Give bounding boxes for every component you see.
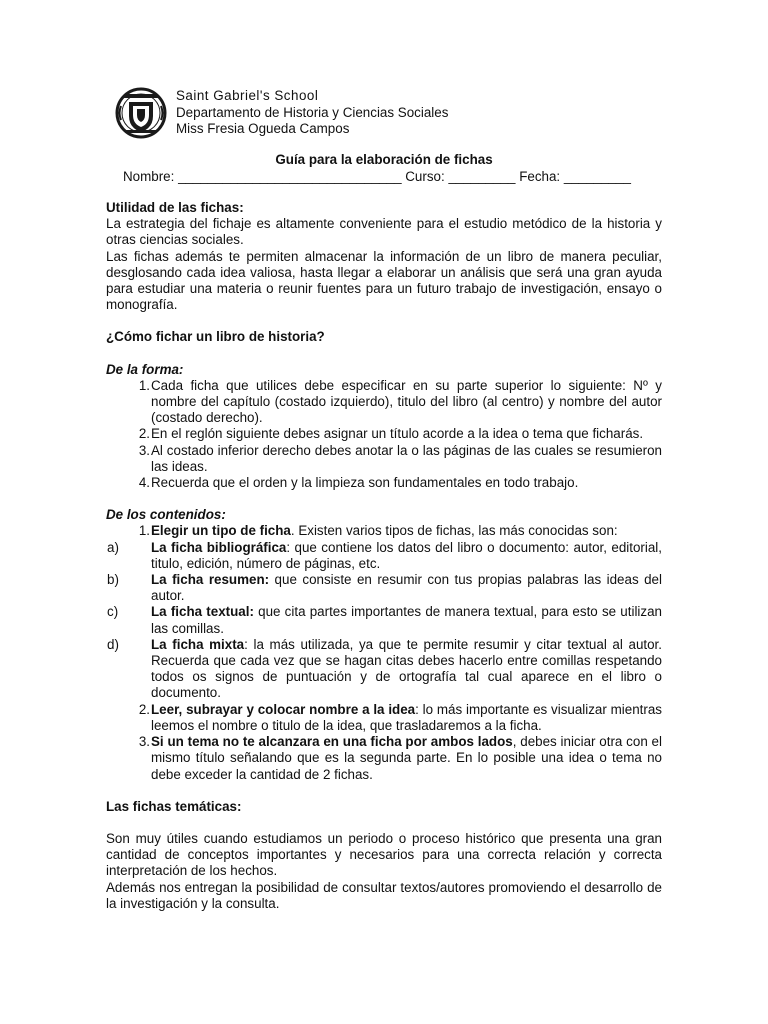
forma-item [106,378,662,427]
item-bold-text: La ficha resumen: [151,572,270,588]
list-number: 2. [138,701,150,717]
ficha-type-item [106,604,662,636]
como-fichar-heading: ¿Cómo fichar un libro de historia? [106,329,325,345]
contenidos-item [106,702,662,734]
list-number: 3. [138,442,150,458]
school-name: Saint Gabriel's School [176,88,319,103]
item-text: : que contiene los datos del libro o documento: autor, editorial, titulo, edición, número de páginas, etc. [151,539,663,571]
curso-field: _________ [448,169,516,184]
list-number: 2. [138,426,150,442]
list-text: Al costado inferior derecho debes anotar la o las páginas de las cuales se resumieron las ideas. [151,442,662,474]
nombre-field: ______________________________ [178,169,402,184]
utilidad-heading: Utilidad de las fichas: [106,200,244,215]
item-text: : lo más importante es visualizar mientras leemos el nombre o titulo de la idea, que trasladaremos a la ficha. [151,701,663,733]
list-text: Cada ficha que utilices debe especificar en su parte superior lo siguiente: Nº y nombre del capítulo (costado izquierdo), titulo del libro (al centro) y nombre del autor (costado derecho). [151,377,662,426]
utilidad-paragraph-2: Las fichas además te permiten almacenar la información de un libro de manera peculiar, desglosando cada idea valiosa, hasta llegar a elaborar un análisis que será una gran ayuda para estudiar una materia o reunir fuentes para un futuro trabajo de investigación, ensayo o monografía. [106,248,662,313]
forma-heading: De la forma: [106,361,184,377]
list-number: 4. [138,475,150,491]
tematicas-heading: Las fichas temáticas: [106,798,242,814]
list-letter: c) [107,604,119,620]
item-text: que cita partes importantes de manera textual, para esto se utilizan las comillas. [151,604,662,636]
list-letter: b) [107,572,119,588]
item-bold-text: La ficha bibliográfica [151,539,287,555]
list-letter: a) [107,539,119,555]
utilidad-paragraph-1: La estrategia del fichaje es altamente conveniente para el estudio metódico de la historia y otras ciencias sociales. [106,216,662,248]
fecha-label: Fecha: [519,169,561,184]
school-header [176,88,448,138]
teacher-name: Miss Fresia Ogueda Campos [176,121,350,136]
contenidos-item [106,734,662,783]
forma-item [106,426,662,442]
list-number: 1. [138,377,150,393]
list-text: En el reglón siguiente debes asignar un título acorde a la idea o tema que ficharás. [151,426,644,442]
item-bold-text: Elegir un tipo de ficha [151,523,291,539]
item-bold-text: La ficha textual: [151,604,254,620]
document-body [106,200,662,912]
tematicas-paragraph-1: Son muy útiles cuando estudiamos un periodo o proceso histórico que presenta una gran cantidad de conceptos importantes y necesarios para una correcta relación y correcta interpretación de los hechos. [106,830,662,879]
list-number: 3. [138,734,150,750]
school-crest-icon [115,86,167,140]
item-text: que consiste en resumir con tus propias palabras las ideas del autor. [151,572,662,604]
page-title: Guía para la elaboración de fichas [275,152,493,167]
item-bold-text: Leer, subrayar y colocar nombre a la idea [151,701,416,717]
tematicas-paragraph-2: Además nos entregan la posibilidad de consultar textos/autores promoviendo el desarrollo de la investigación y la consulta. [106,879,662,911]
ficha-type-item [106,637,662,702]
fecha-field: _________ [563,169,631,184]
forma-item [106,443,662,475]
item-bold-text: Si un tema no te alcanzara en una ficha por ambos lados [151,734,513,750]
item-text: . Existen varios tipos de fichas, las más conocidas son: [290,523,618,539]
curso-label: Curso: [405,169,445,184]
list-number: 1. [138,523,150,539]
item-text: : la más utilizada, ya que te permite resumir y citar textual al autor. Recuerda que cada vez que se hagan citas debes hacerlo entre comillas respetando todos os signos de puntuación y de ortografía tal cual aparece en el libro o documento. [151,636,662,701]
item-text: , debes iniciar otra con el mismo título señalando que es la segunda parte. En lo posible una idea o tema no debe exceder la cantidad de 2 fichas. [151,734,662,782]
ficha-type-item [106,572,662,604]
forma-item [106,475,662,491]
contenidos-heading: De los contenidos: [106,507,226,523]
contenidos-item [106,523,662,539]
ficha-type-item [106,540,662,572]
item-bold-text: La ficha mixta [151,636,245,652]
department-name: Departamento de Historia y Ciencias Sociales [176,104,449,120]
nombre-label: Nombre: [123,169,175,184]
list-text: Recuerda que el orden y la limpieza son fundamentales en todo trabajo. [151,475,579,491]
list-letter: d) [107,636,119,652]
form-line [123,169,631,184]
